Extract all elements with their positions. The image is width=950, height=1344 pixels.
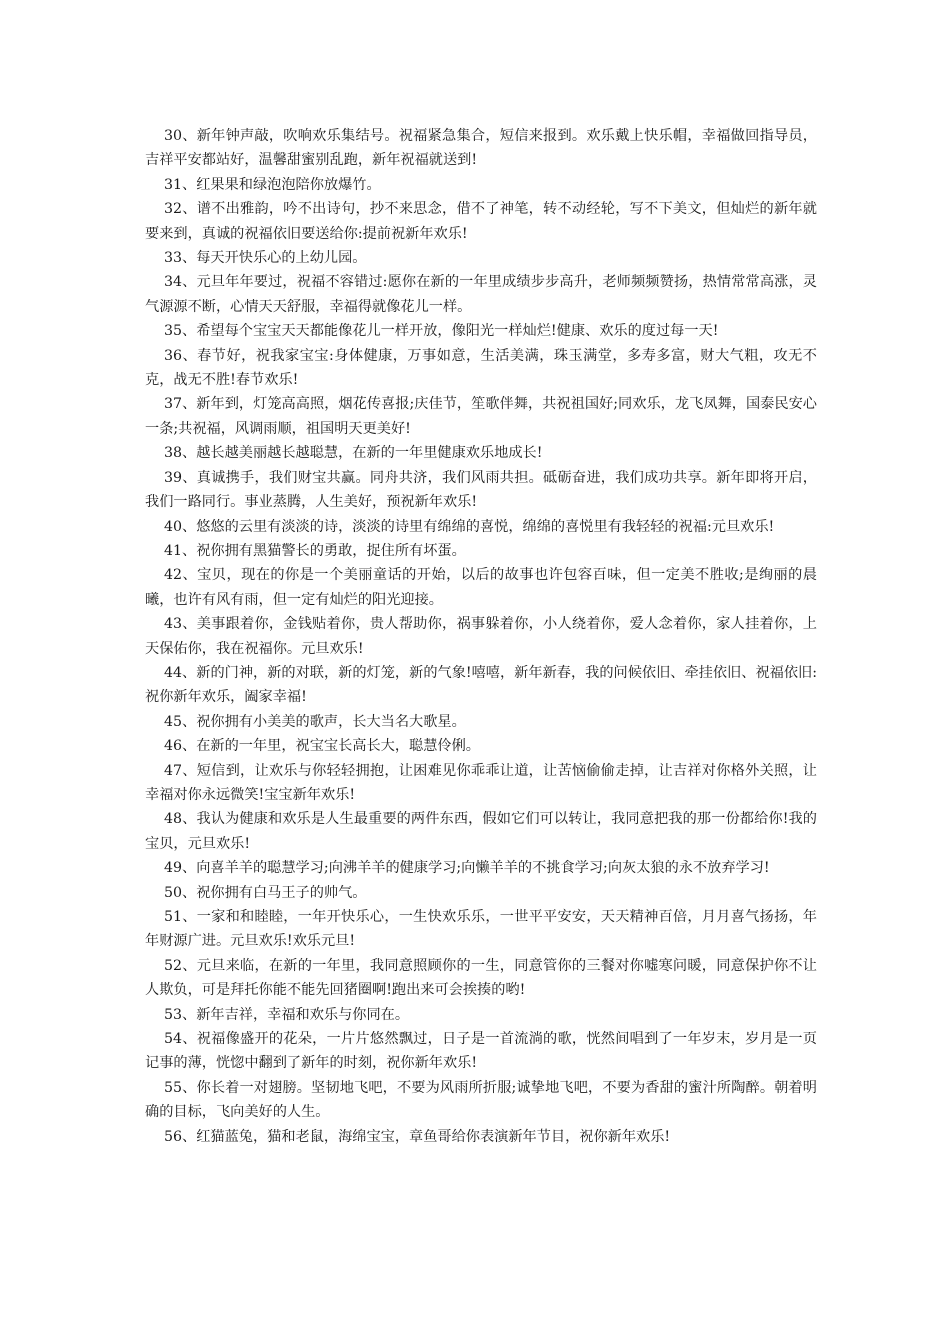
paragraph-41: 41、祝你拥有黑猫警长的勇敢，捉住所有坏蛋。 <box>164 542 466 559</box>
paragraph-49: 49、向喜羊羊的聪慧学习;向沸羊羊的健康学习;向懒羊羊的不挑食学习;向灰太狼的永不放弃学习! <box>164 860 770 877</box>
paragraph-50: 50、祝你拥有白马王子的帅气。 <box>164 884 367 901</box>
paragraph-53: 53、新年吉祥，幸福和欢乐与你同在。 <box>164 1006 410 1023</box>
paragraph-44: 44、新的门神，新的对联，新的灯笼，新的气象!嘻嘻，新年新春，我的问候依旧、牵挂依旧、祝福依旧:祝你新年欢乐，阖家幸福! <box>145 664 817 706</box>
paragraph-51: 51、一家和和睦睦，一年开快乐心，一生快欢乐乐，一世平平安安，天天精神百倍，月月喜气扬扬，年年财源广进。元旦欢乐!欢乐元旦! <box>145 909 817 950</box>
document-body <box>145 124 817 1149</box>
paragraph-30: 30、新年钟声敲，吹响欢乐集结号。祝福紧急集合，短信来报到。欢乐戴上快乐帽，幸福做回指导员，吉祥平安都站好，温馨甜蜜别乱跑，新年祝福就送到! <box>145 128 817 169</box>
paragraph-38: 38、越长越美丽越长越聪慧，在新的一年里健康欢乐地成长! <box>164 445 543 462</box>
paragraph-52: 52、元旦来临，在新的一年里，我同意照顾你的一生，同意管你的三餐对你嘘寒问暖，同意保护你不让人欺负，可是拜托你能不能先回猪圈啊!跑出来可会挨揍的哟! <box>145 957 817 999</box>
paragraph-46: 46、在新的一年里，祝宝宝长高长大，聪慧伶俐。 <box>164 738 480 755</box>
paragraph-43: 43、美事跟着你，金钱贴着你，贵人帮助你，祸事躲着你，小人绕着你，爱人念着你，家人挂着你，上天保佑你，我在祝福你。元旦欢乐! <box>145 616 817 657</box>
paragraph-33: 33、每天开快乐心的上幼儿园。 <box>164 250 367 267</box>
paragraph-42: 42、宝贝，现在的你是一个美丽童话的开始，以后的故事也许包容百味，但一定美不胜收;是绚丽的晨曦，也许有风有雨，但一定有灿烂的阳光迎接。 <box>145 567 817 608</box>
paragraph-35: 35、希望每个宝宝天天都能像花儿一样开放，像阳光一样灿烂!健康、欢乐的度过每一天! <box>164 323 719 340</box>
paragraph-31: 31、红果果和绿泡泡陪你放爆竹。 <box>164 176 381 193</box>
paragraph-39: 39、真诚携手，我们财宝共赢。同舟共济，我们风雨共担。砥砺奋进，我们成功共享。新年即将开启，我们一路同行。事业蒸腾，人生美好，预祝新年欢乐! <box>145 469 817 511</box>
paragraph-40: 40、悠悠的云里有淡淡的诗，淡淡的诗里有绵绵的喜悦，绵绵的喜悦里有我轻轻的祝福:元旦欢乐! <box>164 518 775 535</box>
paragraph-55: 55、你长着一对翅膀。坚韧地飞吧，不要为风雨所折服;诚挚地飞吧，不要为香甜的蜜汁所陶醉。朝着明确的目标，飞向美好的人生。 <box>145 1079 817 1121</box>
paragraph-32: 32、谱不出雅韵，吟不出诗句，抄不来思念，借不了神笔，转不动经轮，写不下美文，但灿烂的新年就要来到，真诚的祝福依旧要送给你:提前祝新年欢乐! <box>145 201 817 242</box>
paragraph-36: 36、春节好，祝我家宝宝:身体健康，万事如意，生活美满，珠玉满堂，多寿多富，财大气粗，攻无不克，战无不胜!春节欢乐! <box>145 347 817 389</box>
paragraph-54: 54、祝福像盛开的花朵，一片片悠然飘过，日子是一首流淌的歌，恍然间唱到了一年岁末，岁月是一页记事的薄，恍惚中翻到了新年的时刻，祝你新年欢乐! <box>145 1031 817 1072</box>
paragraph-48: 48、我认为健康和欢乐是人生最重要的两件东西，假如它们可以转让，我同意把我的那一份都给你!我的宝贝，元旦欢乐! <box>145 811 817 852</box>
paragraph-56: 56、红猫蓝兔，猫和老鼠，海绵宝宝，章鱼哥给你表演新年节目，祝你新年欢乐! <box>164 1128 671 1145</box>
paragraph-34: 34、元旦年年要过，祝福不容错过:愿你在新的一年里成绩步步高升，老师频频赞扬，热情常常高涨，灵气源源不断，心情天天舒服，幸福得就像花儿一样。 <box>145 274 817 315</box>
paragraph-45: 45、祝你拥有小美美的歌声，长大当名大歌星。 <box>164 713 466 730</box>
paragraph-37: 37、新年到，灯笼高高照，烟花传喜报;庆佳节，笙歌伴舞，共祝祖国好;同欢乐，龙飞凤舞，国泰民安心一条;共祝福，风调雨顺，祖国明天更美好! <box>145 396 817 437</box>
paragraph-47: 47、短信到，让欢乐与你轻轻拥抱，让困难见你乖乖让道，让苦恼偷偷走掉，让吉祥对你格外关照，让幸福对你永远微笑!宝宝新年欢乐! <box>145 762 817 803</box>
